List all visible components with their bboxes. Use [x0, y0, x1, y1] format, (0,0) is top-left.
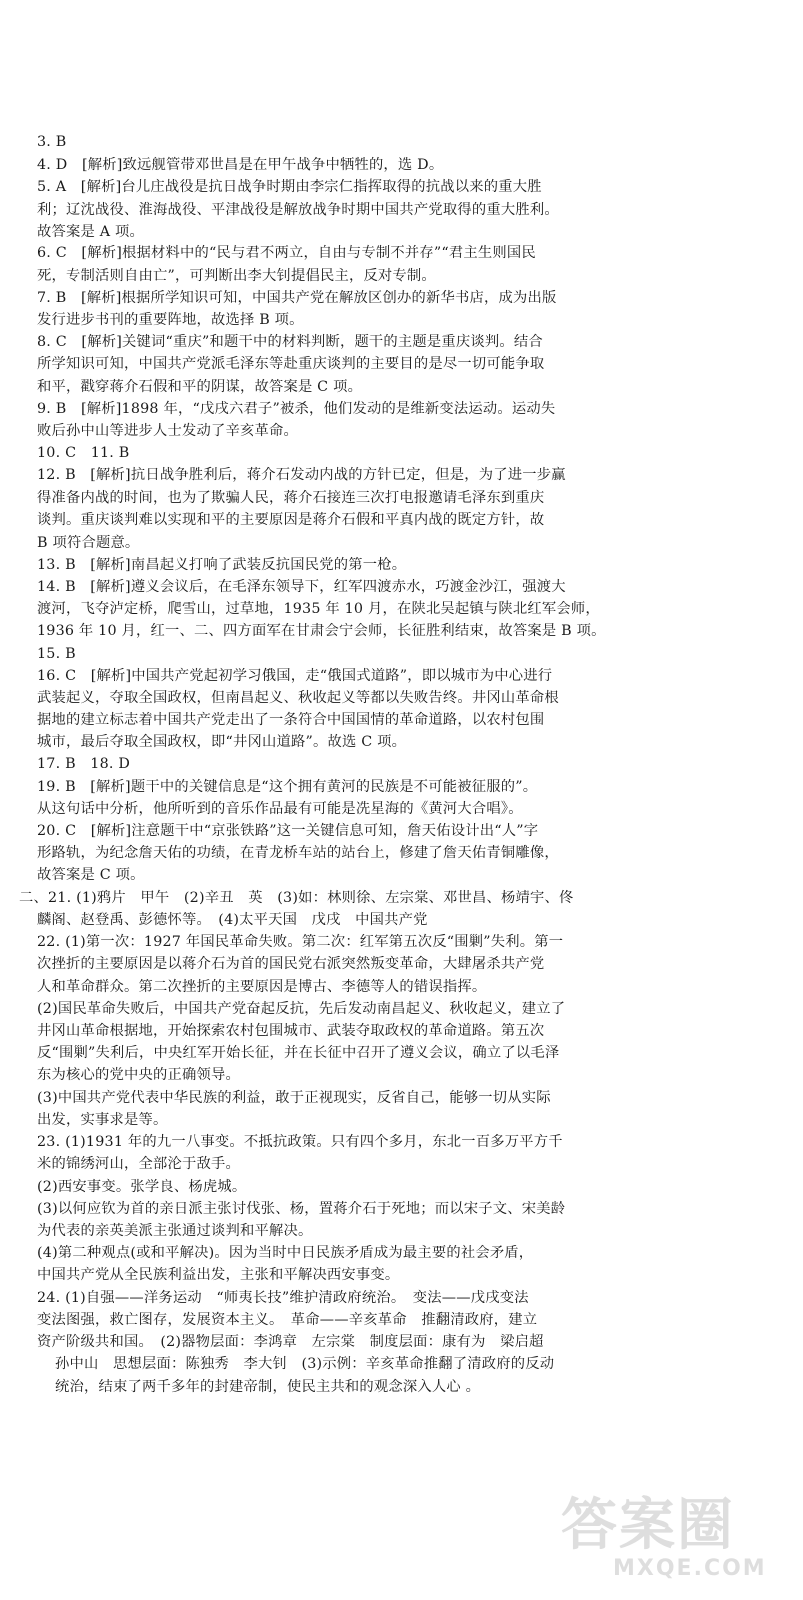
answer-line: 4. D [解析]致远舰管带邓世昌是在甲午战争中牺牲的，选 D。 [37, 157, 444, 173]
answer-line: 6. C [解析]根据材料中的“民与君不两立，自由与专制不并存”“君主生则国民 [37, 245, 536, 261]
answer-line: 5. A [解析]台儿庄战役是抗日战争时期由李宗仁指挥取得的抗战以来的重大胜 [37, 179, 542, 195]
answer-line: 8. C [解析]关键词“重庆”和题干中的材料判断，题干的主题是重庆谈判。结合 [37, 334, 543, 350]
answer-line: 变法图强，救亡图存，发展资本主义。 革命——辛亥革命 推翻清政府，建立 [37, 1312, 538, 1328]
answer-line: 故答案是 A 项。 [37, 224, 144, 240]
answer-line: 二、21. (1)鸦片 甲午 (2)辛丑 英 (3)如：林则徐、左宗棠、邓世昌、杨靖宇、佟 [19, 890, 574, 906]
answer-line: 15. B [37, 646, 76, 662]
answer-line: 14. B [解析]遵义会议后，在毛泽东领导下，红军四渡赤水，巧渡金沙江，强渡大 [37, 579, 566, 595]
answer-line: 得准备内战的时间，也为了欺骗人民，蒋介石接连三次打电报邀请毛泽东到重庆 [37, 490, 545, 506]
answer-line: B 项符合题意。 [37, 535, 140, 551]
answer-line: 形路轨，为纪念詹天佑的功绩，在青龙桥车站的站台上，修建了詹天佑青铜雕像， [37, 845, 559, 861]
answer-line: 发行进步书刊的重要阵地，故选择 B 项。 [37, 312, 304, 328]
answer-line: 9. B [解析]1898 年，“戊戌六君子”被杀，他们发动的是维新变法运动。运动失 [37, 401, 556, 417]
answer-line: 20. C [解析]注意题干中“京张铁路”这一关键信息可知，詹天佑设计出“人”字 [37, 823, 539, 839]
answer-line: 22. (1)第一次：1927 年国民革命失败。第二次：红军第五次反“围剿”失利。第一 [37, 934, 564, 950]
answer-line: 中国共产党从全民族利益出发，主张和平解决西安事变。 [37, 1267, 400, 1283]
answer-line: 从这句话中分析，他所听到的音乐作品最有可能是冼星海的《黄河大合唱》。 [37, 801, 523, 817]
answer-line: 麟阁、赵登禹、彭德怀等。 (4)太平天国 戊戌 中国共产党 [37, 912, 428, 928]
answer-line: 10. C 11. B [37, 445, 130, 461]
answer-line: 3. B [37, 134, 67, 150]
answer-line: 败后孙中山等进步人士发动了辛亥革命。 [37, 423, 298, 439]
answer-line: 武装起义，夺取全国政权，但南昌起义、秋收起义等都以失败告终。井冈山革命根 [37, 690, 559, 706]
answer-line: 利；辽沈战役、淮海战役、平津战役是解放战争时期中国共产党取得的重大胜利。 [37, 202, 559, 218]
answer-line: 16. C [解析]中国共产党起初学习俄国，走“俄国式道路”，即以城市为中心进行 [37, 668, 553, 684]
answer-line: 反“围剿”失利后，中央红军开始长征，并在长征中召开了遵义会议，确立了以毛泽 [37, 1045, 560, 1061]
answer-line: 12. B [解析]抗日战争胜利后，蒋介石发动内战的方针已定，但是，为了进一步赢 [37, 467, 566, 483]
answer-line: 出发，实事求是等。 [37, 1112, 168, 1128]
answer-line: 7. B [解析]根据所学知识可知，中国共产党在解放区创办的新华书店，成为出版 [37, 290, 557, 306]
answer-line: 23. (1)1931 年的九一八事变。不抵抗政策。只有四个多月，东北一百多万平方千 [37, 1134, 563, 1150]
answer-line: (3)中国共产党代表中华民族的利益，敢于正视现实，反省自己，能够一切从实际 [37, 1090, 551, 1106]
answer-line: 和平，戳穿蒋介石假和平的阴谋，故答案是 C 项。 [37, 379, 363, 395]
watermark-logo [561, 1493, 781, 1582]
watermark-logo-text: 答案圈 [561, 1493, 735, 1558]
answer-line: 为代表的亲英美派主张通过谈判和平解决。 [37, 1223, 313, 1239]
answer-line: 所学知识可知，中国共产党派毛泽东等赴重庆谈判的主要目的是尽一切可能争取 [37, 356, 545, 372]
answer-line: 据地的建立标志着中国共产党走出了一条符合中国国情的革命道路，以农村包围 [37, 712, 545, 728]
answer-line: 谈判。重庆谈判难以实现和平的主要原因是蒋介石假和平真内战的既定方针，故 [37, 512, 545, 528]
answer-line: 资产阶级共和国。 (2)器物层面：李鸿章 左宗棠 制度层面：康有为 梁启超 [37, 1334, 544, 1350]
answer-line: 东为核心的党中央的正确领导。 [37, 1067, 240, 1083]
answer-line: (4)第二种观点(或和平解决)。因为当时中日民族矛盾成为最主要的社会矛盾， [37, 1245, 534, 1261]
answer-line: 17. B 18. D [37, 756, 131, 772]
answer-line: 井冈山革命根据地，开始探索农村包围城市、武装夺取政权的革命道路。第五次 [37, 1023, 545, 1039]
answer-line: 人和革命群众。第二次挫折的主要原因是博古、李德等人的错误指挥。 [37, 979, 487, 995]
watermark-site-text: MXQE.COM [613, 1556, 767, 1581]
answer-line: (3)以何应钦为首的亲日派主张讨伐张、杨，置蒋介石于死地；而以宋子文、宋美龄 [37, 1201, 566, 1217]
answer-line: 渡河，飞夺泸定桥，爬雪山，过草地，1935 年 10 月，在陕北吴起镇与陕北红军会师， [37, 601, 600, 617]
answer-line: 米的锦绣河山，全部沦于敌手。 [37, 1156, 240, 1172]
answer-line: 13. B [解析]南昌起义打响了武装反抗国民党的第一枪。 [37, 557, 407, 573]
answer-line: (2)西安事变。张学良、杨虎城。 [37, 1179, 247, 1195]
answer-line: 统治，结束了两千多年的封建帝制，使民主共和的观念深入人心 。 [55, 1379, 481, 1395]
answer-line: 24. (1)自强——洋务运动 “师夷长技”维护清政府统治。 变法——戊戌变法 [37, 1290, 529, 1306]
answer-line: 19. B [解析]题干中的关键信息是“这个拥有黄河的民族是不可能被征服的”。 [37, 779, 538, 795]
answer-line: 故答案是 C 项。 [37, 867, 145, 883]
answer-line: 孙中山 思想层面：陈独秀 李大钊 (3)示例：辛亥革命推翻了清政府的反动 [55, 1356, 555, 1372]
answer-line: 次挫折的主要原因是以蒋介石为首的国民党右派突然叛变革命，大肆屠杀共产党 [37, 956, 545, 972]
answer-line: 城市，最后夺取全国政权，即“井冈山道路”。故选 C 项。 [37, 734, 407, 750]
answer-line: 死，专制活则自由亡”，可判断出李大钊提倡民主，反对专制。 [37, 268, 436, 284]
answer-line: 1936 年 10 月，红一、二、四方面军在甘肃会宁会师，长征胜利结束，故答案是 B 项。 [37, 623, 606, 639]
answer-line: (2)国民革命失败后，中国共产党奋起反抗，先后发动南昌起义、秋收起义，建立了 [37, 1001, 566, 1017]
